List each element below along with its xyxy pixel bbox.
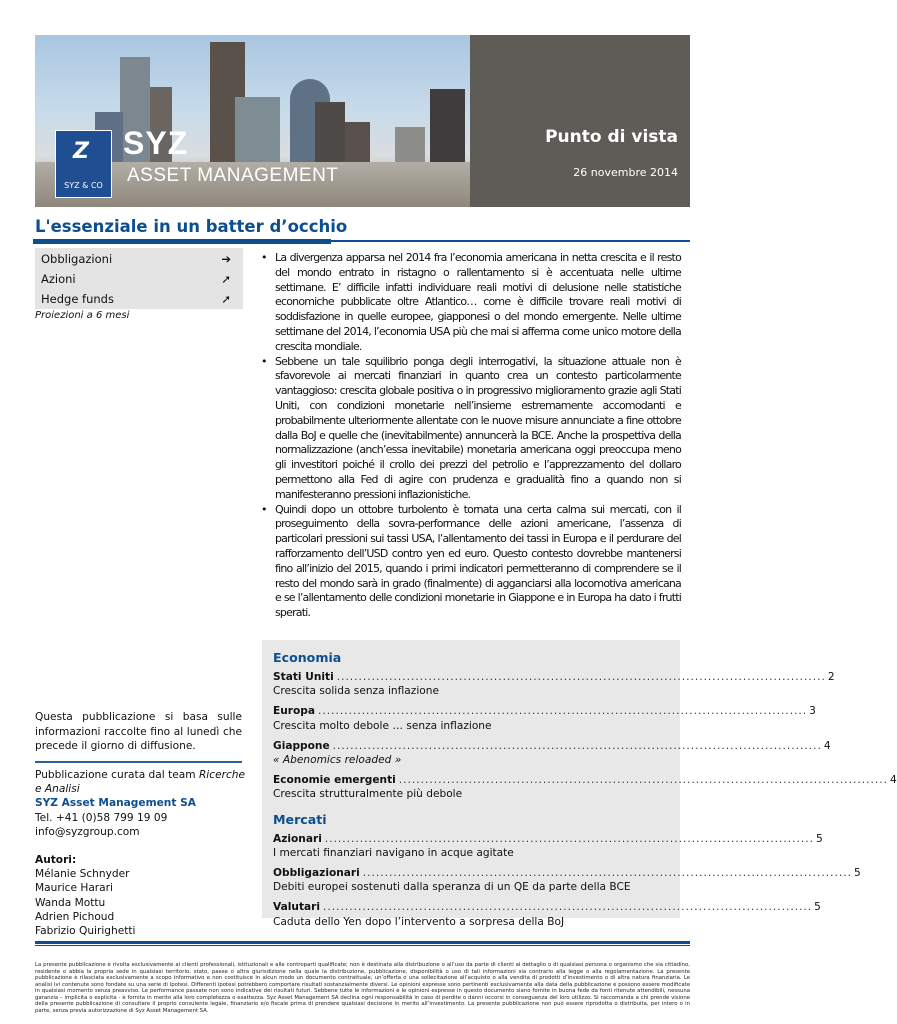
outlook-label: Hedge funds	[41, 292, 114, 306]
toc-entry-title: Azionari	[273, 832, 322, 845]
email-link[interactable]: info@syzgroup.com	[35, 825, 140, 838]
toc-entry-title: Stati Uniti	[273, 671, 334, 683]
toc-page-number: 4	[889, 774, 897, 787]
outlook-row	[41, 292, 231, 312]
toc-entry[interactable]	[273, 739, 831, 767]
toc-leader-dots: ................................................................................................................	[398, 774, 888, 787]
author: Mélanie Schnyder	[35, 868, 130, 881]
toc-entry-title: Valutari	[273, 901, 321, 914]
header-city-image	[35, 35, 470, 207]
title-rule	[33, 239, 331, 244]
toc-entry-subtitle: « Abenomics reloaded »	[273, 754, 402, 767]
contact-block	[35, 768, 245, 938]
logo-mark: Z	[73, 139, 89, 164]
author: Maurice Harari	[35, 882, 113, 895]
toc-page-number: 5	[853, 867, 861, 880]
toc-entry-title: Europa	[273, 705, 316, 718]
toc-section-title: Economia	[273, 650, 342, 665]
table-of-contents	[262, 640, 897, 928]
arrow-up-right-icon: ➚	[221, 272, 231, 286]
document-type: Punto di vista	[545, 127, 678, 147]
authors-label: Autori:	[35, 854, 77, 867]
curated-by: Pubblicazione curata dal team	[35, 769, 199, 781]
divider	[35, 761, 242, 763]
toc-section-title: Mercati	[273, 811, 327, 827]
toc-entry-subtitle: Caduta dello Yen dopo l’intervento a sorpresa della BoJ	[273, 915, 565, 928]
toc-leader-dots: ................................................................................................................	[332, 739, 822, 752]
toc-leader-dots: ................................................................................................................	[336, 671, 826, 683]
arrow-up-right-icon: ➚	[221, 292, 231, 306]
arrow-right-icon: ➔	[221, 252, 231, 266]
toc-entry-subtitle: I mercati finanziari navigano in acque agitate	[273, 846, 514, 859]
title-rule-thin	[331, 240, 690, 242]
author: Fabrizio Quirighetti	[35, 925, 136, 938]
phone: Tel. +41 (0)58 799 19 09	[35, 811, 168, 824]
company-name: SYZ Asset Management SA	[35, 797, 196, 810]
bullet-paragraph: • La divergenza apparsa nel 2014 fra l’economia americana in netta crescita e il resto del mondo entrato in ristagno o rallentamento si è accentuata nelle ultime settimane. E’ difficile infatti individuare reali motivi di delusione nelle statistiche economiche pubblicate oltre Atlantico… come è difficile trovare reali motivi di soddisfazione in quelle europee, giapponesi o del mondo emergente. Nelle ultime settimane del 2014, l’economia USA più che mai si afferma come unico motore della crescita mondiale.	[258, 251, 681, 355]
publication-date: 26 novembre 2014	[573, 166, 678, 179]
brand-name: SYZ	[123, 125, 189, 161]
toc-entry-title: Obbligazionari	[273, 867, 360, 880]
header-panel	[470, 35, 690, 207]
toc-entry[interactable]	[273, 832, 823, 860]
toc-entry-title: Giappone	[273, 739, 330, 752]
author: Adrien Pichoud	[35, 910, 115, 923]
toc-page-number: 3	[809, 705, 816, 718]
disclaimer: La presente pubblicazione è rivolta esclusivamente ai clienti professionali, istituzionali e alle controparti qualificate; non è destinata alla distribuzione o all’uso da parte di clienti al dettaglio o di qualsiasi persona o organismo che sia cittadino, residente o abbia la propria sede in qualsiasi territorio, stato, paese o altra giurisdizione nella quale la distribuzione, pubblicazione, disponibilità o uso di tali informazioni sia contrario alla legge o alla regolamentazione. La presente pubblicazione è rilasciata esclusivamente a scopo informativo e non costituisce in alcun modo un documento contrattuale, un’offerta o una sollecitazione all’acquisto o alla vendita di prodotti d’investimento o di altra natura finanziaria. Le analisi ivi contenute sono fondate su una serie di ipotesi. Differenti ipotesi potrebbero comportare risultati sostanzialmente diversi. Le opinioni espresse sono pertinenti esclusivamente alla data della pubblicazione e possono essere modificate in qualsiasi momento senza preavviso. Le performance passate non sono indicative dei risultati futuri. Sebbene tutte le informazioni e le opinioni espresse in questo documento siano fornite in buona fede da fonti ritenute attendibili, nessuna garanzia – implicita o esplicita - è fornita in merito alla loro completezza o esattezza. Syz Asset Management SA declina ogni responsabilità in caso di perdite o danni occorsi in conseguenza del loro utilizzo. Si raccomanda a chi prende visione della presente pubblicazione di consultare il proprio consulente legale, finanziario e/o fiscale prima di prendere qualsiasi decisione in merito all’investimento. La presente pubblicazione non può essere riprodotta o distribuita, per intero o in parte, senza previa autorizzazione di Syz Asset Management SA.	[35, 962, 690, 1014]
toc-entry[interactable]	[273, 866, 861, 894]
outlook-label: Obbligazioni	[41, 252, 113, 266]
toc-leader-dots: ................................................................................................................	[324, 832, 814, 845]
outlook-row	[41, 272, 231, 292]
brand-subtitle: ASSET MANAGEMENT	[127, 165, 339, 186]
author: Wanda Mottu	[35, 896, 106, 909]
toc-entry-subtitle: Crescita molto debole … senza inflazione	[273, 719, 492, 732]
toc-entry-subtitle: Crescita strutturalmente più debole	[273, 788, 463, 801]
outlook-label: Azioni	[41, 272, 76, 286]
bullet-paragraph: • Sebbene un tale squilibrio ponga degli interrogativi, la situazione attuale non è sfavorevole ai mercati finanziari in quanto crea un contesto particolarmente vantaggioso: crescita globale positiva o in progressivo miglioramento grazie agli Stati Uniti, con condizioni monetarie nell’insieme estremamente accomodanti e probabilmente ulteriormente allentate con le nuove misure annunciate a fine ottobre dalla BoJ e quelle che (inevitabilmente) annuncerà la BCE. Anche la prospettiva della normalizzazione (anch’essa inevitabile) monetaria americana oggi preoccupa meno gli investitori poiché il crollo dei prezzi del petrolio e l’apprezzamento del dollaro permettono alla Fed di agire con prudenza e gradualità fino a quando non si manifesteranno pressioni inflazionistiche.	[258, 355, 681, 503]
outlook-row	[41, 252, 231, 272]
syz-logo	[55, 130, 112, 198]
footer-rule-thin	[35, 945, 690, 946]
page-title: L'essenziale in un batter d’occhio	[35, 217, 348, 236]
toc-leader-dots: ................................................................................................................	[362, 867, 852, 880]
bullet-paragraph: • Quindi dopo un ottobre turbolento è tornata una certa calma sui mercati, con il proseguimento della sovra-performance delle azioni americane, l’assenza di particolari pressioni sui tassi USA, l’allentamento dei tassi in Europa e il perdurare del rafforzamento dell’USD contro yen ed euro. Questo contesto dovrebbe mantenersi fino all’inizio del 2015, quando i primi indicatori permetteranno di comprendere se il resto del mondo sarà in grado (finalmente) di agganciarsi alla locomotiva americana e se l’allentamento delle condizioni monetarie in Giappone e in Europa ha dato i frutti sperati.	[258, 503, 681, 621]
toc-page-number: 4	[823, 739, 831, 752]
toc-entry[interactable]	[273, 670, 835, 698]
toc-entry-subtitle: Crescita solida senza inflazione	[273, 685, 440, 698]
logo-subtitle: SYZ & CO	[64, 181, 103, 190]
toc-entry[interactable]	[273, 900, 821, 928]
toc-page-number: 5	[815, 832, 823, 845]
toc-entry-title: Economie emergenti	[273, 774, 396, 787]
toc-entry[interactable]	[273, 773, 897, 801]
publication-note: Questa pubblicazione si basa sulle informazioni raccolte fino al lunedì che precede il giorno di diffusione.	[35, 711, 242, 752]
summary-text	[258, 251, 681, 621]
toc-entry[interactable]	[273, 704, 816, 732]
team-name: Ricerche e Analisi	[35, 769, 245, 796]
toc-page-number: 2	[827, 671, 835, 683]
outlook-table	[35, 248, 243, 309]
toc-page-number: 5	[814, 901, 821, 914]
toc-entry-subtitle: Debiti europei sostenuti dalla speranza di un QE da parte della BCE	[273, 881, 631, 894]
outlook-caption: Proiezioni a 6 mesi	[35, 310, 130, 321]
footer-rule	[35, 941, 690, 944]
toc-leader-dots: ................................................................................................................	[323, 901, 813, 914]
toc-leader-dots: ................................................................................................................	[318, 705, 808, 718]
